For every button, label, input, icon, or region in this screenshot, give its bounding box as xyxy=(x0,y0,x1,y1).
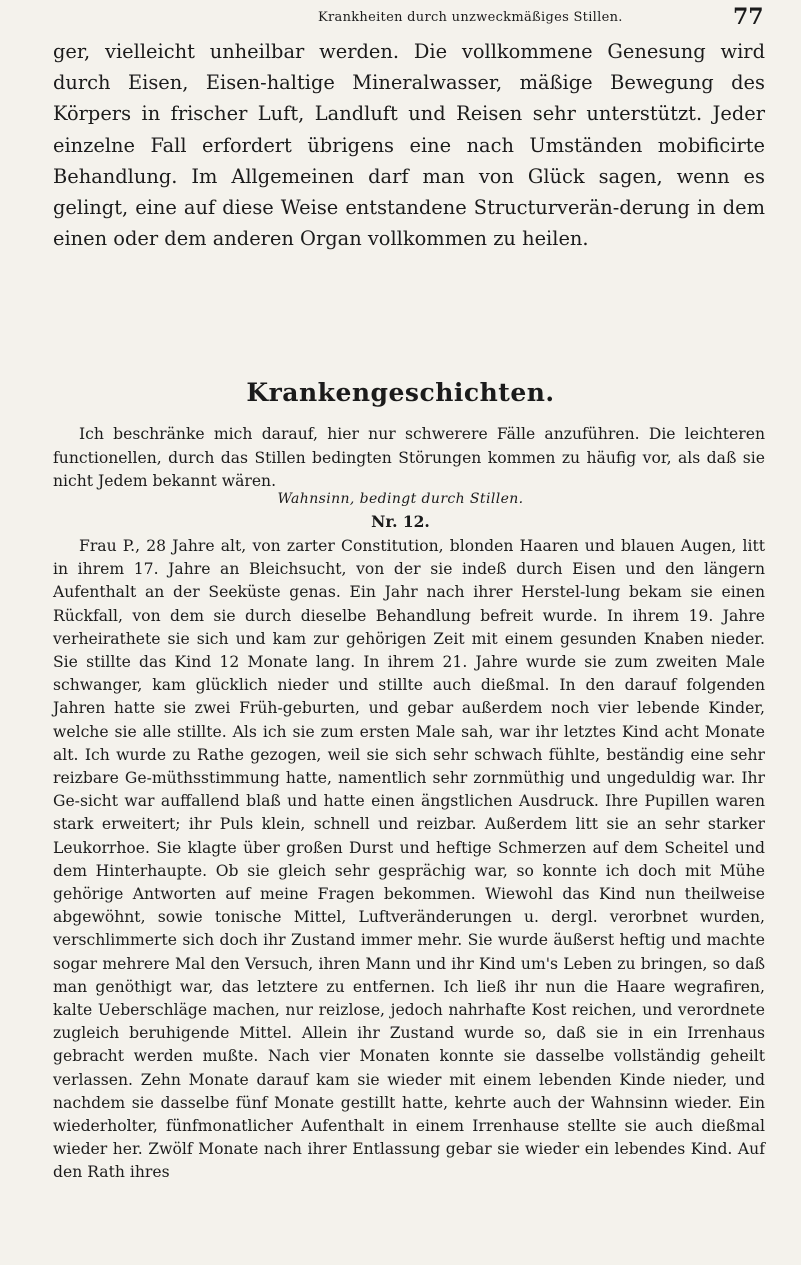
case-subheading: Wahnsinn, bedingt durch Stillen. xyxy=(277,491,524,507)
intro-paragraph: ger, vielleicht unheilbar werden. Die vollkommene Genesung wird durch Eisen, Eisen-haltige Mineralwasser, mäßige Bewegung des Körpers in frischer Luft, Landluft und Reisen sehr unterstützt. Jeder einzelne Fall erfordert übrigens eine nach Umständen mobificirte Behandlung. Im Allgemeinen darf man von Glück sagen, wenn es gelingt, eine auf diese Weise entstandene Structurverän-derung in dem einen oder dem anderen Organ vollkommen zu heilen. xyxy=(53,40,765,251)
section-heading: Krankengeschichten. xyxy=(246,378,555,407)
case-number: Nr. 12. xyxy=(371,512,430,531)
section-intro-paragraph: Ich beschränke mich darauf, hier nur schwerere Fälle anzuführen. Die leichteren functionellen, durch das Stillen bedingten Störungen kommen zu häufig vor, als daß sie nicht Jedem bekannt wären. xyxy=(53,425,765,491)
running-title: Krankheiten durch unzweckmäßiges Stillen. xyxy=(318,10,623,25)
page-number: 77 xyxy=(733,4,764,30)
case-paragraph: Frau P., 28 Jahre alt, von zarter Constitution, blonden Haaren und blauen Augen, litt in ihrem 17. Jahre an Bleichsucht, von der sie indeß durch Eisen und den längern Aufenthalt an der Seeküste genas. Ein Jahr nach ihrer Herstel-lung bekam sie einen Rückfall, von dem sie durch dieselbe Behandlung befreit wurde. In ihrem 19. Jahre verheirathete sie sich und kam zur gehörigen Zeit mit einem gesunden Knaben nieder. Sie stillte das Kind 12 Monate lang. In ihrem 21. Jahre wurde sie zum zweiten Male schwanger, kam glücklich nieder und stillte auch dießmal. In den darauf folgenden Jahren hatte sie zwei Früh-geburten, und gebar außerdem noch vier lebende Kinder, welche sie alle stillte. Als ich sie zum ersten Male sah, war ihr letztes Kind acht Monate alt. Ich wurde zu Rathe gezogen, weil sie sich sehr schwach fühlte, beständig eine sehr reizbare Ge-müthsstimmung hatte, namentlich sehr zornmüthig und ungeduldig war. Ihr Ge-sicht war auffallend blaß und hatte einen ängstlichen Ausdruck. Ihre Pupillen waren stark erweitert; ihr Puls klein, schnell und reizbar. Außerdem litt sie an sehr starker Leukorrhoe. Sie klagte über großen Durst und heftige Schmerzen auf dem Scheitel und dem Hinterhaupte. Ob sie gleich sehr gesprächig war, so konnte ich doch mit Mühe gehörige Antworten auf meine Fragen bekommen. Wiewohl das Kind nun theilweise abgewöhnt, sowie tonische Mittel, Luftveränderungen u. dergl. verorbnet wurden, verschlimmerte sich doch ihr Zustand immer mehr. Sie wurde äußerst heftig und machte sogar mehrere Mal den Versuch, ihren Mann und ihr Kind um's Leben zu bringen, so daß man genöthigt war, das letztere zu entfernen. Ich ließ ihr nun die Haare wegrafiren, kalte Ueberschläge machen, nur reizlose, jedoch nahrhafte Kost reichen, und verordnete zugleich beruhigende Mittel. Allein ihr Zustand wurde so, daß sie in ein Irrenhaus gebracht werden mußte. Nach vier Monaten konnte sie dasselbe vollständig geheilt verlassen. Zehn Monate darauf kam sie wieder mit einem lebenden Kinde nieder, und nachdem sie dasselbe fünf Monate gestillt hatte, kehrte auch der Wahnsinn wieder. Ein wiederholter, fünfmonatlicher Aufenthalt in einem Irrenhause stellte sie auch dießmal wieder her. Zwölf Monate nach ihrer Entlassung gebar sie wieder ein lebendes Kind. Auf den Rath ihres xyxy=(53,537,765,1182)
